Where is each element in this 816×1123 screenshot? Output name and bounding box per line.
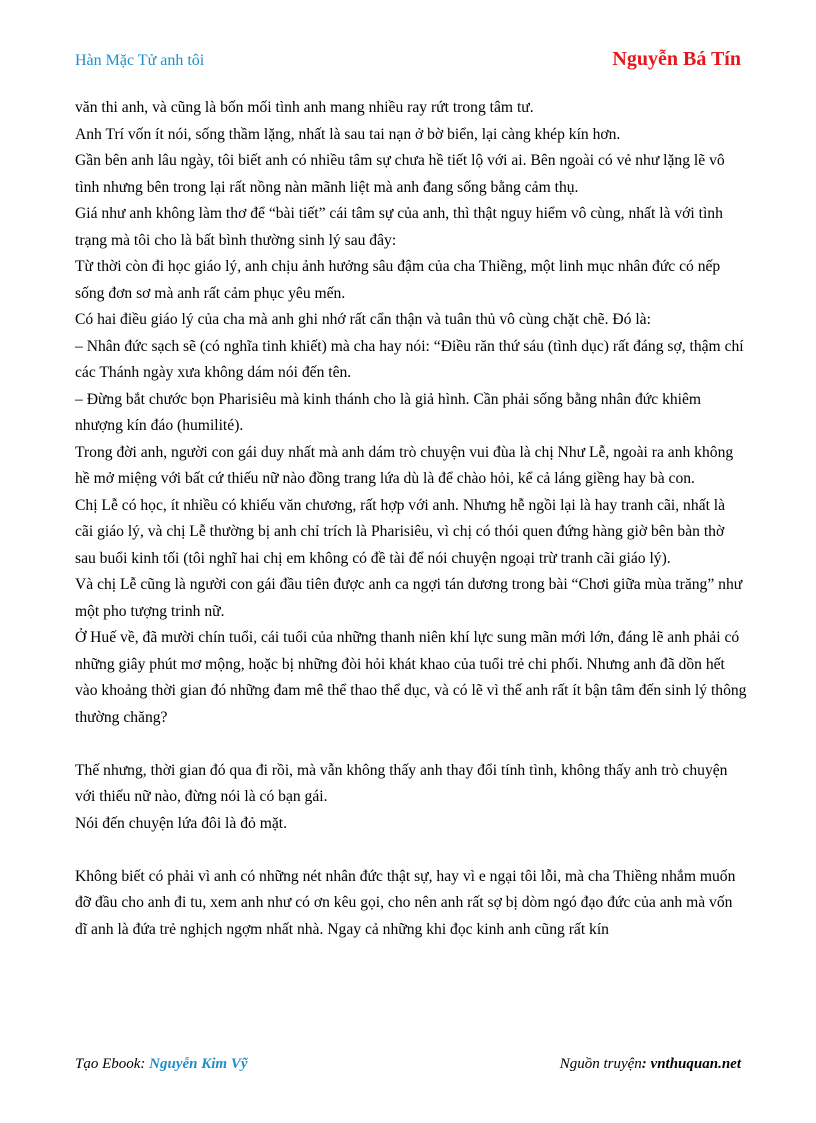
footer-ebook-label: Tạo Ebook <box>75 1056 141 1072</box>
header-book-title: Hàn Mặc Tử anh tôi <box>75 52 205 69</box>
paragraph: Giá như anh không làm thơ để “bài tiết” cái tâm sự của anh, thì thật nguy hiểm vô cùng, nhất là với tình trạng mà tôi cho là bất bình thường sinh lý sau đây: <box>75 205 723 249</box>
paragraph: Từ thời còn đi học giáo lý, anh chịu ảnh hưởng sâu đậm của cha Thiềng, một linh mục nhân đức có nếp sống đơn sơ mà anh rất cảm phục yêu mến. <box>75 258 721 302</box>
header-author: Nguyễn Bá Tín <box>612 48 741 70</box>
paragraph: văn thi anh, và cũng là bốn mối tình anh mang nhiều ray rứt trong tâm tư. <box>75 99 534 116</box>
footer-ebook-name: Nguyễn Kim Vỹ <box>149 1056 248 1072</box>
footer-ebook-credit <box>75 1056 248 1073</box>
page-body <box>75 95 747 943</box>
paragraph: Anh Trí vốn ít nói, sống thầm lặng, nhất là sau tai nạn ở bờ biển, lại càng khép kín hơn. <box>75 125 621 143</box>
paragraph: Và chị Lễ cũng là người con gái đầu tiên được anh ca ngợi tán dương trong bài “Chơi giữa mùa trăng” như một pho tượng trinh nữ. <box>75 576 743 620</box>
paragraph: Ở Huế về, đã mười chín tuổi, cái tuổi của những thanh niên khí lực sung mãn mới lớn, đáng lẽ anh phải có những giây phút mơ mộng, hoặc bị những đòi hỏi khát khao của tuổi trẻ chi phối. Nhưng anh đã dồn hết vào khoảng thời gian đó những đam mê thể thao thể dục, và có lẽ vì thế anh rất ít bận tâm đến sinh lý thông thường chăng? <box>75 629 747 726</box>
paragraph: Nói đến chuyện lứa đôi là đỏ mặt. <box>75 814 287 832</box>
paragraph: Có hai điều giáo lý của cha mà anh ghi nhớ rất cẩn thận và tuân thủ vô cùng chặt chẽ. Đó là: <box>75 311 651 328</box>
paragraph: – Nhân đức sạch sẽ (có nghĩa tinh khiết) mà cha hay nói: “Điều răn thứ sáu (tình dục) rất đáng sợ, thậm chí các Thánh ngày xưa không dám nói đến tên. <box>75 337 744 381</box>
paragraph: Gần bên anh lâu ngày, tôi biết anh có nhiều tâm sự chưa hề tiết lộ với ai. Bên ngoài có vẻ như lặng lẽ vô tình nhưng bên trong lại rất nồng nàn mãnh liệt mà anh đang sống bằng cảm thụ. <box>75 152 725 196</box>
paragraph: – Đừng bắt chước bọn Pharisiêu mà kinh thánh cho là giả hình. Cần phải sống bằng nhân đức khiêm nhượng kín đáo (humilité). <box>75 390 702 434</box>
footer-source-label: Nguồn truyện <box>559 1056 642 1072</box>
footer-source-site: vnthuquan.net <box>650 1056 741 1072</box>
footer-separator: : <box>641 1056 651 1072</box>
paragraph: Thế nhưng, thời gian đó qua đi rồi, mà vẫn không thấy anh thay đổi tính tình, không thấy anh trò chuyện với thiếu nữ nào, đừng nói là có bạn gái. <box>75 761 728 805</box>
paragraph: Trong đời anh, người con gái duy nhất mà anh dám trò chuyện vui đùa là chị Như Lễ, ngoài ra anh không hề mở miệng với bất cứ thiếu nữ nào đồng trang lứa dù là để chào hỏi, kể cả láng giềng hay bà con. <box>75 443 734 487</box>
footer-separator: : <box>140 1056 150 1072</box>
paragraph: Chị Lễ có học, ít nhiều có khiếu văn chương, rất hợp với anh. Nhưng hễ ngồi lại là hay tranh cãi, nhất là cãi giáo lý, và chị Lễ thường bị anh chỉ trích là Pharisiêu, vì chị có thói quen đứng hàng giờ bên bàn thờ sau buổi kinh tối (tôi nghĩ hai chị em không có đề tài để nói chuyện ngoại trừ tranh cãi giáo lý). <box>75 496 726 567</box>
paragraph: Không biết có phải vì anh có những nét nhân đức thật sự, hay vì e ngại tôi lỗi, mà cha Thiềng nhắm muốn đỡ đầu cho anh đi tu, xem anh như có ơn kêu gọi, cho nên anh rất sợ bị dòm ngó đạo đức của anh mà vốn dĩ anh là đứa trẻ nghịch ngợm nhất nhà. Ngay cả những khi đọc kinh anh cũng rất kín <box>75 867 736 938</box>
footer-source-credit <box>560 1056 741 1073</box>
